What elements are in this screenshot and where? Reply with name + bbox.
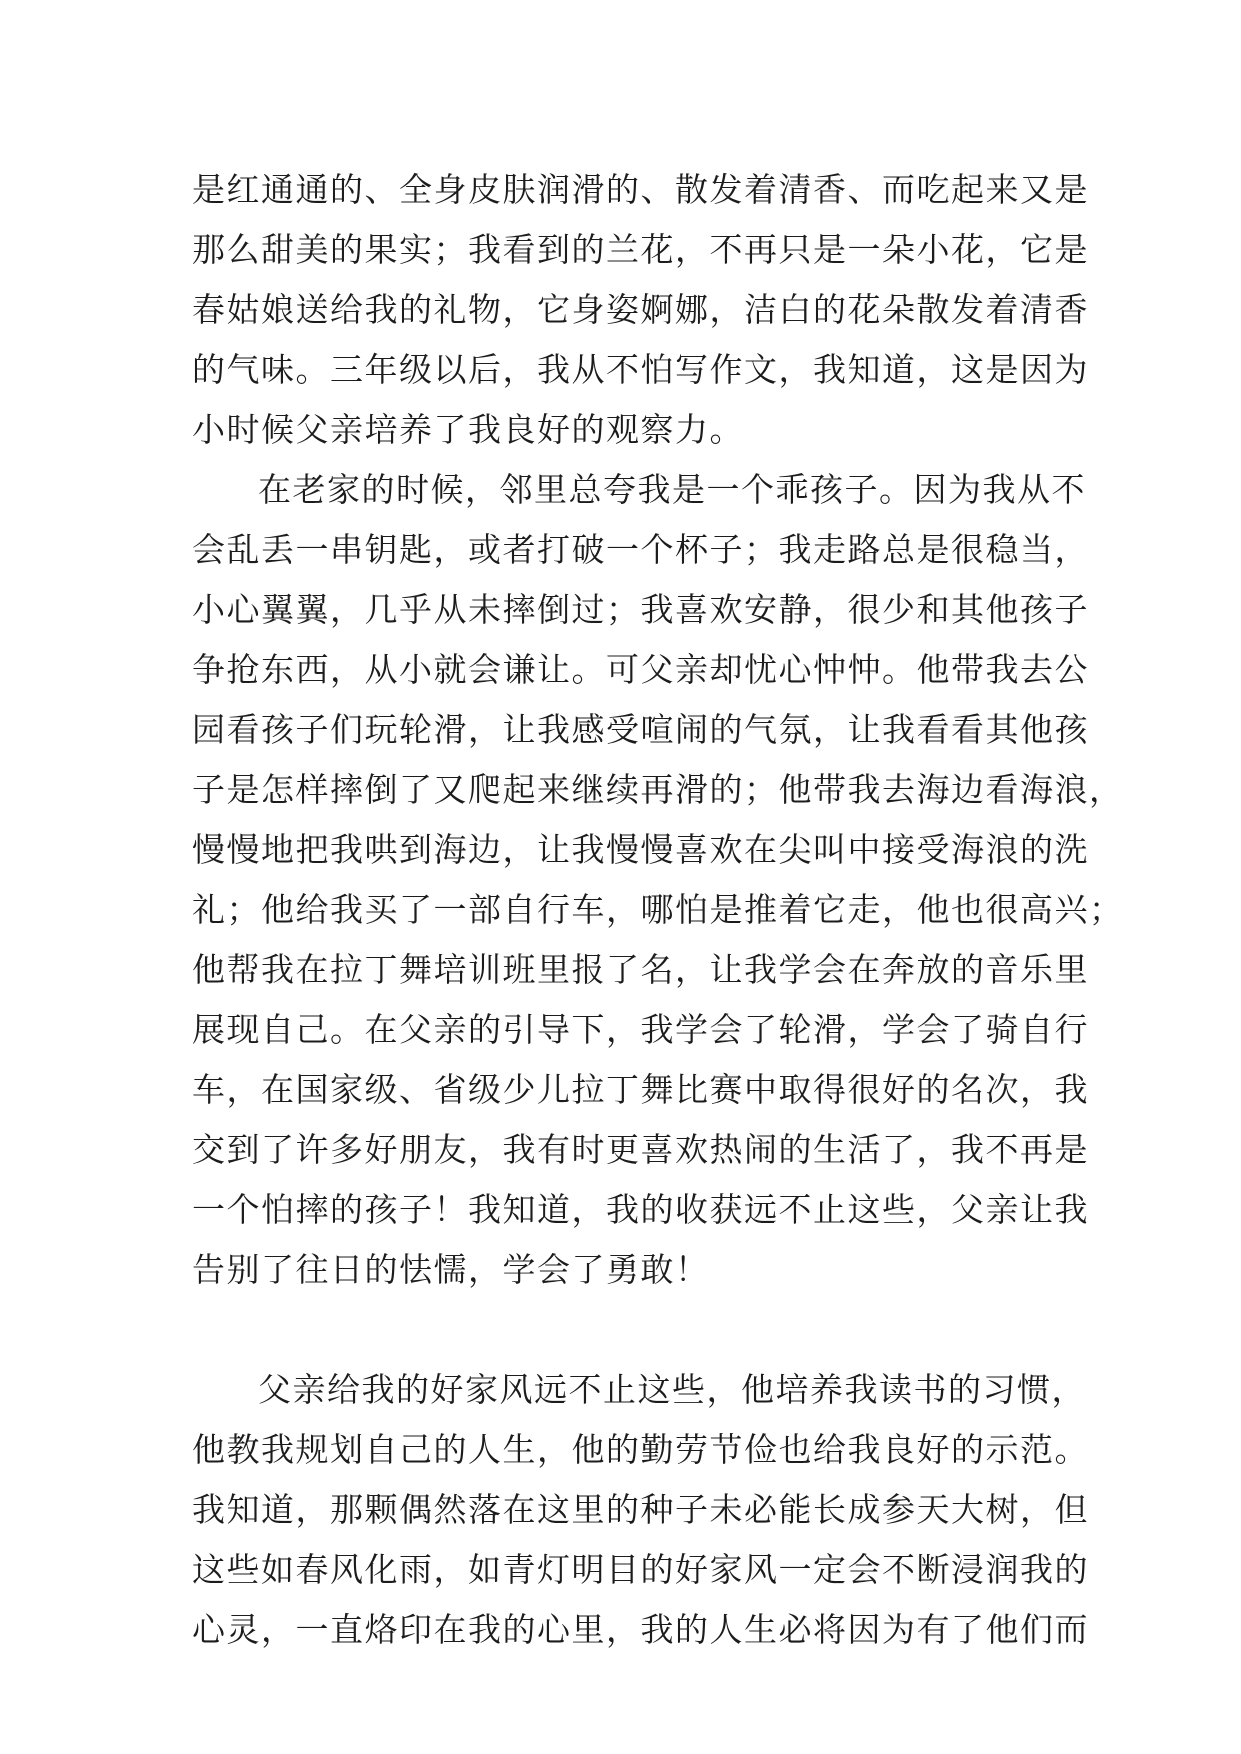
text-line: 他教我规划自己的人生，他的勤劳节俭也给我良好的示范。 [192,1430,1089,1469]
text-line: 的气味。三年级以后，我从不怕写作文，我知道，这是因为 [192,350,1089,389]
text-line: 告别了往日的怯懦，学会了勇敢！ [192,1250,710,1289]
text-line: 这些如春风化雨，如青灯明目的好家风一定会不断浸润我的 [192,1550,1089,1589]
text-line: 展现自己。在父亲的引导下，我学会了轮滑，学会了骑自行 [192,1010,1089,1049]
text-line: 他帮我在拉丁舞培训班里报了名，让我学会在奔放的音乐里 [192,950,1089,989]
text-line: 春姑娘送给我的礼物，它身姿婀娜，洁白的花朵散发着清香 [192,290,1089,329]
text-line: 车，在国家级、省级少儿拉丁舞比赛中取得很好的名次，我 [192,1070,1089,1109]
text-line: 是红通通的、全身皮肤润滑的、散发着清香、而吃起来又是 [192,170,1089,209]
text-line: 在老家的时候，邻里总夸我是一个乖孩子。因为我从不 [258,470,1086,509]
text-line: 礼；他给我买了一部自行车，哪怕是推着它走，他也很高兴； [192,890,1124,929]
text-line: 那么甜美的果实；我看到的兰花，不再只是一朵小花，它是 [192,230,1089,269]
text-line: 父亲给我的好家风远不止这些，他培养我读书的习惯， [258,1370,1086,1409]
text-line: 小心翼翼，几乎从未摔倒过；我喜欢安静，很少和其他孩子 [192,590,1089,629]
paragraph-3 [192,1360,1089,1660]
paragraph-2 [192,460,1124,1360]
text-line: 我知道，那颗偶然落在这里的种子未必能长成参天大树，但 [192,1490,1089,1529]
paragraph-1 [192,160,1089,460]
text-line [192,1300,1060,1360]
text-line: 子是怎样摔倒了又爬起来继续再滑的；他带我去海边看海浪， [192,770,1124,809]
text-line: 会乱丢一串钥匙，或者打破一个杯子；我走路总是很稳当， [192,530,1089,569]
text-line: 一个怕摔的孩子！我知道，我的收获远不止这些，父亲让我 [192,1190,1089,1229]
text-line: 交到了许多好朋友，我有时更喜欢热闹的生活了，我不再是 [192,1130,1089,1169]
text-line: 园看孩子们玩轮滑，让我感受喧闹的气氛，让我看看其他孩 [192,710,1089,749]
document-body [192,160,1124,1660]
text-line: 慢慢地把我哄到海边，让我慢慢喜欢在尖叫中接受海浪的洗 [192,830,1089,869]
text-line: 心灵，一直烙印在我的心里，我的人生必将因为有了他们而 [192,1610,1089,1649]
text-line: 争抢东西，从小就会谦让。可父亲却忧心忡忡。他带我去公 [192,650,1089,689]
text-line: 小时候父亲培养了我良好的观察力。 [192,410,744,449]
